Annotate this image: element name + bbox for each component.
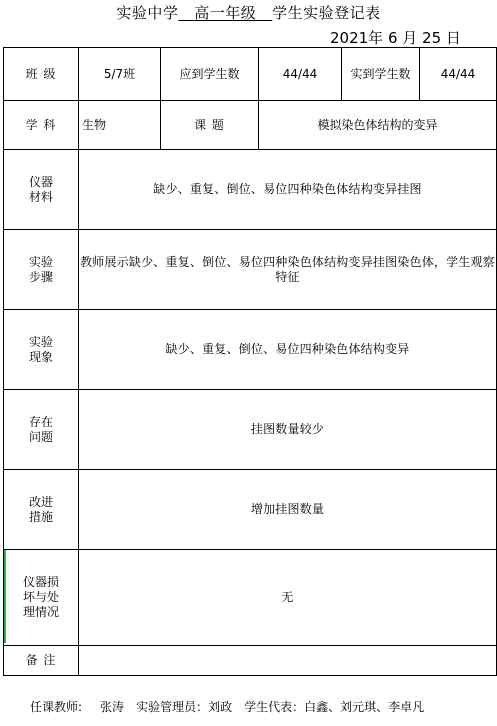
steps-label: 实验 步骤: [4, 230, 79, 310]
equipment-value[interactable]: 缺少、重复、倒位、易位四种染色体结构变异挂图: [79, 150, 497, 230]
phenomenon-label: 实验 现象: [4, 310, 79, 390]
steps-value[interactable]: 教师展示缺少、重复、倒位、易位四种染色体结构变异挂图染色体，学生观察特征: [79, 230, 497, 310]
student-rep-names: 白鑫、刘元琪、李卓凡: [304, 700, 425, 714]
equipment-label: 仪器 材料: [4, 150, 79, 230]
remarks-value[interactable]: [79, 646, 497, 676]
remarks-label: 备 注: [4, 646, 79, 676]
expected-students-value[interactable]: 44/44: [259, 48, 342, 101]
damage-label: 仪器损 坏与处 理情况: [4, 550, 79, 646]
teacher-label: 任课教师:: [30, 700, 83, 714]
actual-students-label: 实到学生数: [342, 48, 420, 101]
subject-label: 学 科: [4, 101, 79, 150]
improvement-value[interactable]: 增加挂图数量: [79, 470, 497, 550]
admin-name: 刘政: [208, 700, 233, 714]
topic-label: 课 题: [161, 101, 259, 150]
equipment-row: [4, 150, 497, 230]
subject-value[interactable]: 生物: [79, 101, 161, 150]
damage-row: [4, 550, 497, 646]
form-date: 2021年 6 月 25 日: [330, 29, 461, 47]
problems-row: [4, 390, 497, 470]
expected-students-label: 应到学生数: [161, 48, 259, 101]
remarks-row: [4, 646, 497, 676]
selection-accent-bar: [4, 550, 6, 643]
problems-value[interactable]: 挂图数量较少: [79, 390, 497, 470]
registration-table: [3, 47, 497, 676]
subject-row: [4, 101, 497, 150]
improvement-row: [4, 470, 497, 550]
improvement-label: 改进 措施: [4, 470, 79, 550]
student-rep-label: 学生代表：: [244, 700, 305, 714]
class-label: 班 级: [4, 48, 79, 101]
damage-value[interactable]: 无: [79, 550, 497, 646]
teacher-name: 张涛: [100, 700, 125, 714]
phenomenon-row: [4, 310, 497, 390]
grade-underlined: 高一年级: [194, 4, 257, 22]
signature-footer: [30, 698, 490, 715]
steps-row: [4, 230, 497, 310]
admin-label: 实验管理员：: [136, 700, 209, 714]
phenomenon-value[interactable]: 缺少、重复、倒位、易位四种染色体结构变异: [79, 310, 497, 390]
actual-students-value[interactable]: 44/44: [420, 48, 497, 101]
class-value[interactable]: 5/7班: [79, 48, 161, 101]
problems-label: 存在 问题: [4, 390, 79, 470]
school-name: 实验中学: [116, 4, 179, 22]
form-name: 学生实验登记表: [272, 4, 381, 22]
topic-value[interactable]: 模拟染色体结构的变异: [259, 101, 497, 150]
form-title: [0, 2, 497, 23]
class-row: [4, 48, 497, 101]
